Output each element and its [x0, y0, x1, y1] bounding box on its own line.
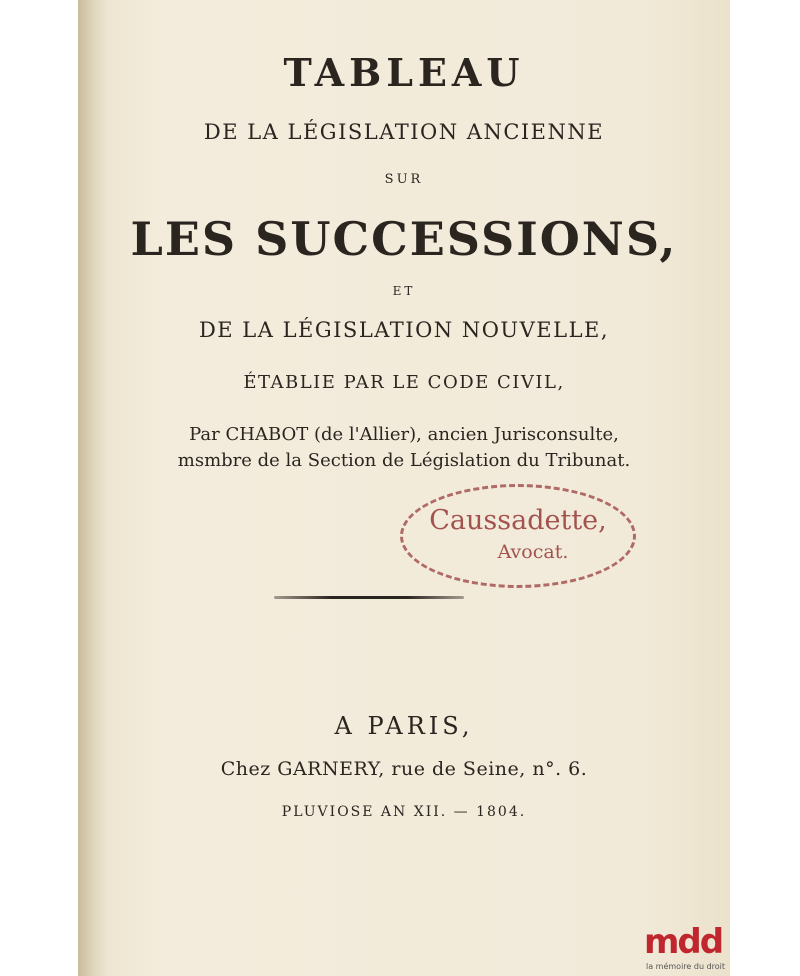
author-line-1: Par CHABOT (de l'Allier), ancien Jurisconsulte,	[189, 424, 619, 445]
book-title: TABLEAU	[283, 50, 525, 95]
stamp-name: Caussadette,	[429, 505, 607, 536]
subtitle-new-legislation: DE LA LÉGISLATION NOUVELLE,	[198, 318, 610, 342]
logo-mark: mdd	[644, 922, 723, 962]
mdd-logo	[640, 924, 740, 974]
stamp-role: Avocat.	[497, 541, 569, 563]
title-page	[78, 0, 730, 976]
publication-city: A PARIS,	[334, 712, 474, 740]
publisher-line: Chez GARNERY, rue de Seine, n°. 6.	[220, 758, 588, 780]
established-line: ÉTABLIE PAR LE CODE CIVIL,	[243, 372, 565, 393]
logo-tagline: la mémoire du droit	[646, 962, 726, 971]
connector-et: ET	[392, 284, 416, 298]
decorative-rule	[274, 596, 464, 599]
ownership-stamp	[400, 484, 636, 588]
main-subject: LES SUCCESSIONS,	[130, 212, 678, 266]
author-line-2: msmbre de la Section de Législation du Tribunat.	[177, 450, 631, 471]
publication-date: PLUVIOSE AN XII. — 1804.	[281, 804, 527, 820]
book-spine-shadow	[78, 0, 108, 976]
subtitle-ancient-legislation: DE LA LÉGISLATION ANCIENNE	[203, 120, 605, 144]
connector-sur: SUR	[384, 172, 424, 187]
